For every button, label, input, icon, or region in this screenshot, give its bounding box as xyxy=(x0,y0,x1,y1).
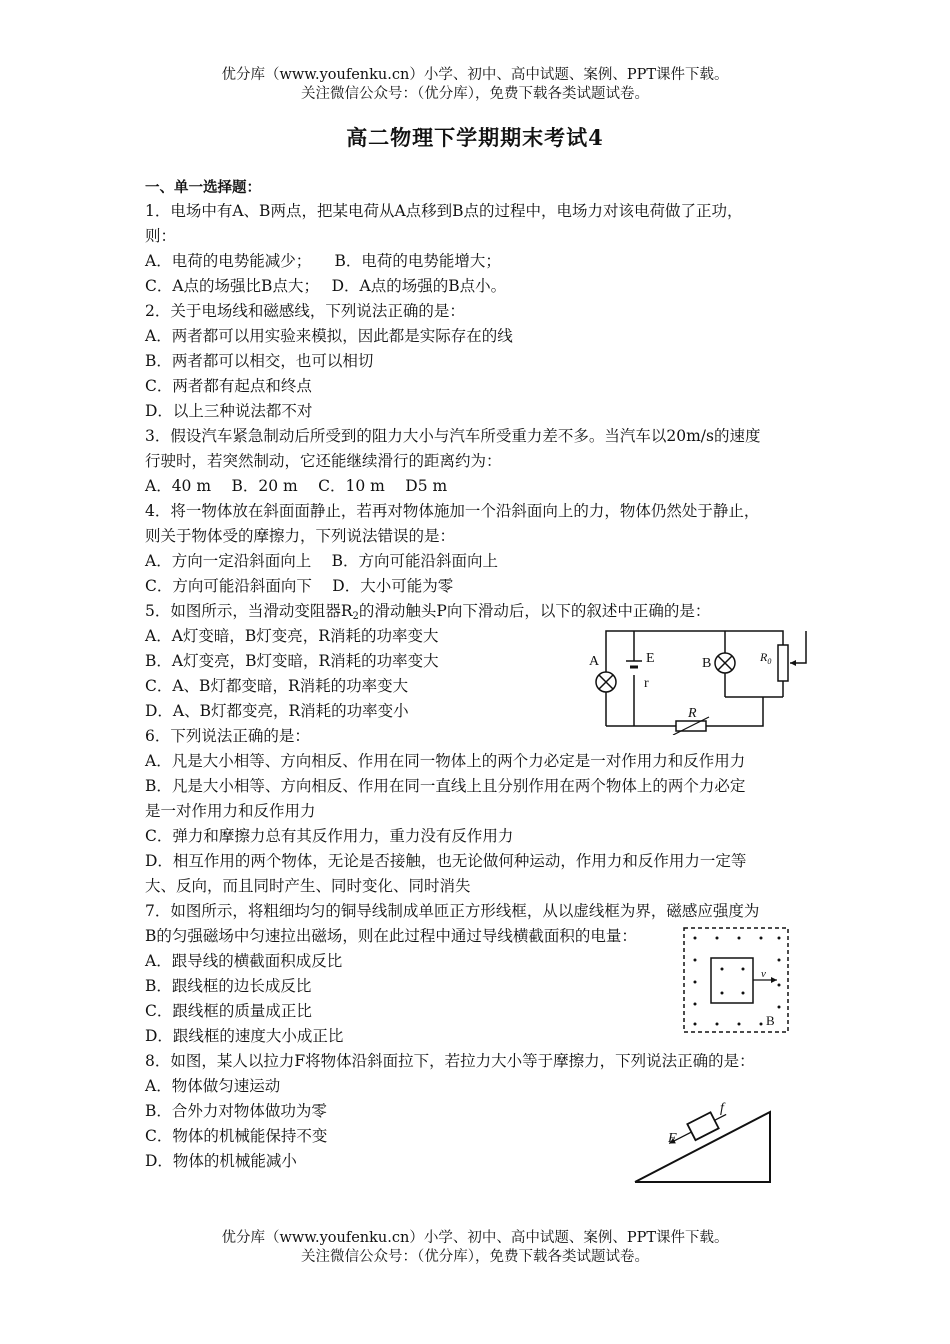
friction-label: f xyxy=(720,1101,724,1116)
lamp-a-label: A xyxy=(589,654,600,669)
lamp-b-label: B xyxy=(702,656,712,671)
q7-stem-1: 7．如图所示，将粗细均匀的铜导线制成单匝正方形线框，从以虚线框为界，磁感应强度为 xyxy=(145,902,760,920)
q2-option-b: B．两者都可以相交，也可以相切 xyxy=(145,352,374,370)
incline-diagram xyxy=(630,1090,785,1190)
block-icon xyxy=(687,1112,718,1140)
q5-stem-b: 的滑动触头P向下滑动后，以下的叙述中正确的是： xyxy=(358,602,711,620)
velocity-label: v xyxy=(761,968,766,980)
q6-option-b-2: 是一对作用力和反作用力 xyxy=(145,802,316,820)
q6-option-d-2: 大、反向，而且同时产生、同时变化、同时消失 xyxy=(145,877,471,895)
q6-option-d-1: D．相互作用的两个物体，无论是否接触，也无论做何种运动，作用力和反作用力一定等 xyxy=(145,852,747,870)
q4-stem-2: 则关于物体受的摩擦力，下列说法错误的是： xyxy=(145,527,456,545)
q8-option-d: D．物体的机械能减小 xyxy=(145,1152,297,1170)
rheostat-icon xyxy=(778,645,788,681)
rheostat-label xyxy=(759,650,771,666)
q3-stem-2: 行驶时，若突然制动，它还能继续滑行的距离约为： xyxy=(145,452,502,470)
footer-line-2: 关注微信公众号：（优分库），免费下载各类试题试卷。 xyxy=(301,1249,649,1265)
q4-options-ab: A．方向一定沿斜面向上 B．方向可能沿斜面向上 xyxy=(145,552,499,570)
q5-stem-a: 5．如图所示，当滑动变阻器R xyxy=(145,602,353,620)
section-heading: 一、单一选择题： xyxy=(145,179,261,196)
q8-option-a: A．物体做匀速运动 xyxy=(145,1077,281,1095)
q5-stem xyxy=(145,601,710,627)
q2-option-a: A．两者都可以用实验来模拟，因此都是实际存在的线 xyxy=(145,327,513,345)
q5-option-b: B．A灯变亮，B灯变暗，R消耗的功率变大 xyxy=(145,652,439,670)
q6-option-a: A．凡是大小相等、方向相反、作用在同一物体上的两个力必定是一对作用力和反作用力 xyxy=(145,752,746,770)
circuit-diagram xyxy=(588,625,813,735)
page-title: 高二物理下学期期末考试4 xyxy=(346,125,604,150)
field-label: B xyxy=(766,1013,775,1028)
q3-stem-1: 3．假设汽车紧急制动后所受到的阻力大小与汽车所受重力差不多。当汽车以20m/s的速度 xyxy=(145,427,761,445)
q2-option-c: C．两者都有起点和终点 xyxy=(145,377,312,395)
q6-stem: 6．下列说法正确的是： xyxy=(145,727,310,745)
q6-option-c: C．弹力和摩擦力总有其反作用力，重力没有反作用力 xyxy=(145,827,514,845)
q3-options: A．40 m B．20 m C．10 m D5 m xyxy=(145,477,448,495)
q2-stem: 2．关于电场线和磁感线，下列说法正确的是： xyxy=(145,302,465,320)
q7-option-d: D．跟线框的速度大小成正比 xyxy=(145,1027,344,1045)
footer-line-1: 优分库（www.youfenku.cn）小学、初中、高中试题、案例、PPT课件下载。 xyxy=(221,1230,729,1246)
q1-options-cd: C．A点的场强比B点大； D．A点的场强的B点小。 xyxy=(145,277,507,295)
q4-stem-1: 4．将一物体放在斜面面静止，若再对物体施加一个沿斜面向上的力，物体仍然处于静止， xyxy=(145,502,760,520)
q7-option-b: B．跟线框的边长成反比 xyxy=(145,977,312,995)
q5-option-a: A．A灯变暗，B灯变亮，R消耗的功率变大 xyxy=(145,627,439,645)
force-label: F xyxy=(668,1131,677,1146)
q7-stem-2: B的匀强磁场中匀速拉出磁场，则在此过程中通过导线横截面积的电量： xyxy=(145,927,637,945)
q7-option-a: A．跟导线的横截面积成反比 xyxy=(145,952,343,970)
q7-option-c: C．跟线框的质量成正比 xyxy=(145,1002,312,1020)
q8-option-b: B．合外力对物体做功为零 xyxy=(145,1102,327,1120)
source-r-label: r xyxy=(644,676,649,691)
q1-stem-2: 则： xyxy=(145,227,177,245)
q1-options-ab: A．电荷的电势能减少； B．电荷的电势能增大； xyxy=(145,252,501,270)
q5-stem-sub: 2 xyxy=(352,611,359,622)
wire-loop xyxy=(711,958,753,1003)
rheostat-arrow-icon xyxy=(790,660,796,666)
rheostat-label-main: R xyxy=(760,650,768,664)
resistor-label: R xyxy=(688,706,697,721)
q5-option-c: C．A、B灯都变暗，R消耗的功率变大 xyxy=(145,677,409,695)
q8-stem: 8．如图，某人以拉力F将物体沿斜面拉下，若拉力大小等于摩擦力，下列说法正确的是： xyxy=(145,1052,755,1070)
q2-option-d: D．以上三种说法都不对 xyxy=(145,402,313,420)
rheostat-slider-wire xyxy=(790,631,806,663)
q6-option-b-1: B．凡是大小相等、方向相反、作用在同一直线上且分别作用在两个物体上的两个力必定 xyxy=(145,777,746,795)
q4-options-cd: C．方向可能沿斜面向下 D．大小可能为零 xyxy=(145,577,454,595)
magnetic-field-diagram xyxy=(681,925,793,1035)
q8-option-c: C．物体的机械能保持不变 xyxy=(145,1127,328,1145)
rheostat-label-sub: 0 xyxy=(767,657,772,666)
q1-stem-1: 1．电场中有A、B两点，把某电荷从A点移到B点的过程中，电场力对该电荷做了正功， xyxy=(145,202,743,220)
header-line-1: 优分库（www.youfenku.cn）小学、初中、高中试题、案例、PPT课件下载。 xyxy=(221,67,729,83)
q5-option-d: D．A、B灯都变亮，R消耗的功率变小 xyxy=(145,702,409,720)
header-line-2: 关注微信公众号：（优分库），免费下载各类试题试卷。 xyxy=(301,86,649,102)
source-e-label: E xyxy=(646,651,655,666)
